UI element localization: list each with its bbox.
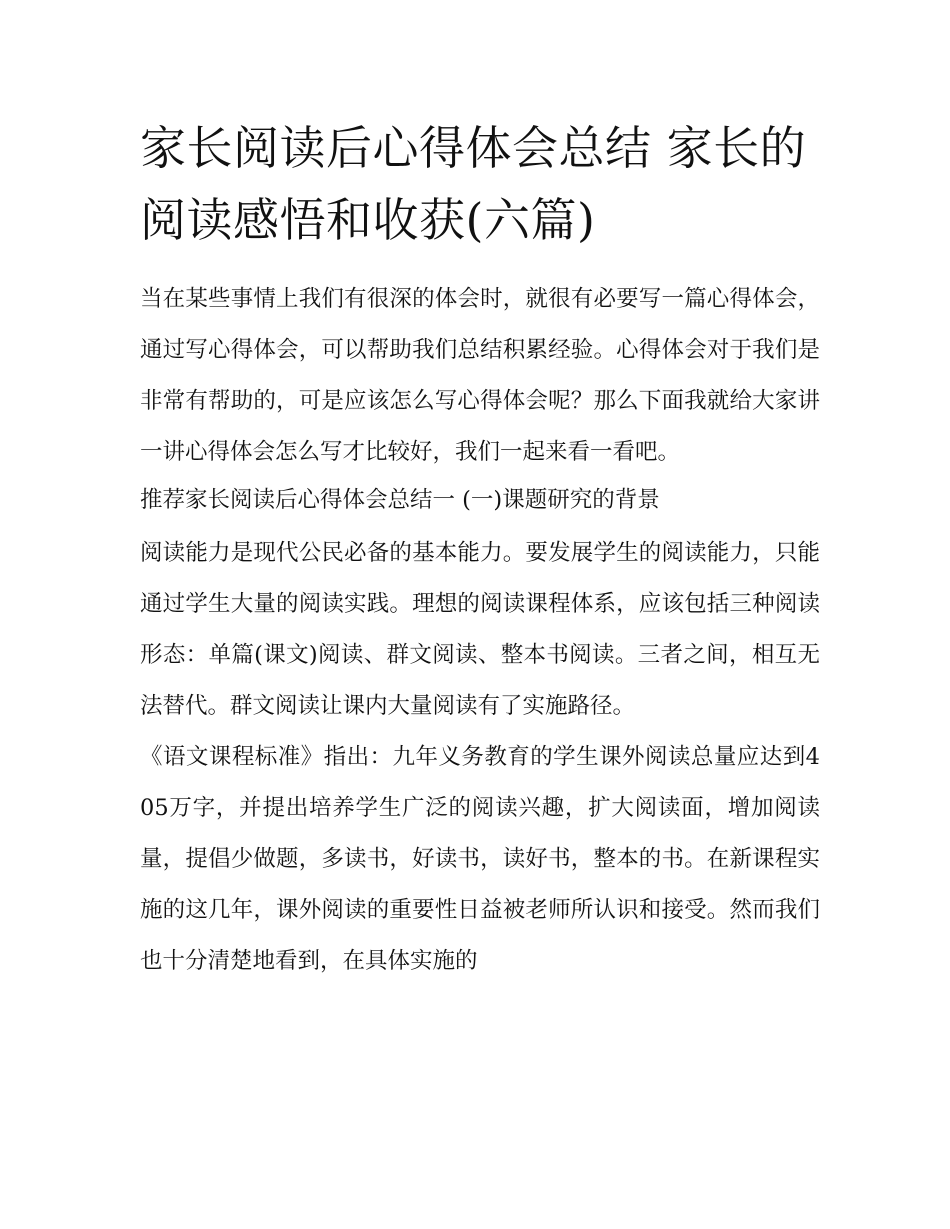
intro-paragraph: 当在某些事情上我们有很深的体会时，就很有必要写一篇心得体会，通过写心得体会，可以帮助我们总结积累经验。心得体会对于我们是非常有帮助的，可是应该怎么写心得体会呢？那么下面我就给大家讲一讲心得体会怎么写才比较好，我们一起来看一看吧。 [140, 286, 820, 465]
section-heading: 推荐家长阅读后心得体会总结一 (一)课题研究的背景 [140, 487, 660, 513]
document-title: 家长阅读后心得体会总结 家长的阅读感悟和收获(六篇) [140, 121, 807, 247]
document-content [140, 112, 820, 987]
body-paragraph: 阅读能力是现代公民必备的基本能力。要发展学生的阅读能力，只能通过学生大量的阅读实践。理想的阅读课程体系，应该包括三种阅读形态：单篇(课文)阅读、群文阅读、整本书阅读。三者之间，相互无法替代。群文阅读让课内大量阅读有了实施路径。 [140, 540, 820, 719]
body-paragraph: 《语文课程标准》指出：九年义务教育的学生课外阅读总量应达到405万字，并提出培养学生广泛的阅读兴趣，扩大阅读面，增加阅读量，提倡少做题，多读书，好读书，读好书，整本的书。在新课程实施的这几年，课外阅读的重要性日益被老师所认识和接受。然而我们也十分清楚地看到，在具体实施的 [140, 744, 820, 974]
